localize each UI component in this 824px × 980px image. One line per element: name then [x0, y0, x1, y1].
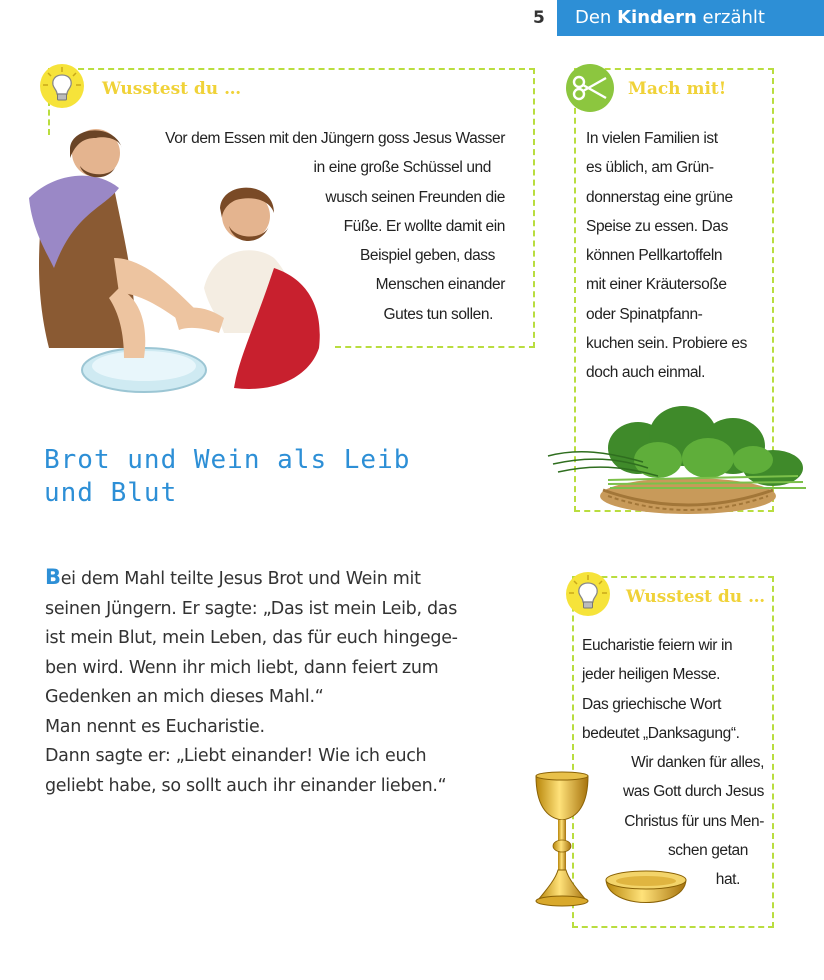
- eucharist-line: Christus für uns Men-: [624, 812, 764, 830]
- join-in-line: donnerstag eine grüne: [586, 188, 733, 206]
- eucharist-line: Wir danken für alles,: [631, 754, 764, 771]
- section-banner: [557, 0, 824, 36]
- eucharist-line: was Gott durch Jesus: [622, 783, 764, 801]
- story-line: Vor dem Essen mit den Jüngern goss Jesus Wasser: [165, 130, 505, 147]
- join-in-line: oder Spinatpfann-: [586, 305, 703, 323]
- join-in-line: Speise zu essen. Das: [586, 217, 728, 235]
- eucharist-line: jeder heiligen Messe.: [582, 666, 721, 684]
- join-in-line: können Pellkartoffeln: [586, 247, 723, 265]
- eucharist-line: bedeutet „Danksagung“.: [582, 724, 740, 742]
- main-line: geliebt habe, so sollt auch ihr einander lieben.“: [45, 775, 447, 796]
- scissors-icon: [566, 64, 614, 112]
- main-line: [45, 563, 525, 595]
- banner-bold: Kindern: [617, 7, 697, 28]
- banner-suffix: erzählt: [702, 7, 765, 28]
- join-in-line: kuchen sein. Probiere es: [586, 335, 747, 353]
- main-line: ist mein Blut, mein Leben, das für euch hingege-: [45, 628, 458, 648]
- main-line: Dann sagte er: „Liebt einander! Wie ich euch: [45, 746, 427, 766]
- did-you-know-heading-bottom: Wusstest du …: [626, 587, 766, 607]
- eucharist-line: schen getan: [667, 841, 748, 859]
- join-in-heading: Mach mit!: [628, 79, 727, 99]
- eucharist-line: Das griechische Wort: [582, 695, 722, 713]
- lightbulb-icon: [566, 572, 610, 616]
- join-in-line: mit einer Kräutersoße: [586, 276, 727, 294]
- join-in-line: In vielen Familien ist: [586, 130, 718, 147]
- section-title-line: Brot und Wein als Leib: [44, 445, 411, 475]
- main-line: Man nennt es Eucharistie.: [45, 716, 265, 737]
- story-line: Füße. Er wollte damit ein: [343, 217, 505, 235]
- foot-washing-story: [140, 124, 505, 329]
- did-you-know-heading-top: Wusstest du …: [102, 79, 242, 99]
- join-in-line: doch auch einmal.: [586, 364, 706, 382]
- chalice-illustration: [526, 770, 706, 940]
- section-title: [44, 444, 410, 510]
- eucharist-text-top: [582, 631, 772, 748]
- join-in-text: [586, 124, 772, 388]
- section-title-line: und Blut: [44, 478, 178, 508]
- herbs-basket-illustration: [548, 398, 818, 518]
- story-line: Beispiel geben, dass: [359, 247, 495, 265]
- main-line: Gedenken an mich dieses Mahl.“: [45, 687, 324, 707]
- story-line: wusch seinen Freunden die: [325, 188, 505, 206]
- eucharist-line: hat.: [715, 871, 740, 889]
- main-line-rest: ei dem Mahl teilte Jesus Brot und Wein mit: [60, 569, 421, 589]
- lightbulb-icon: [40, 64, 84, 108]
- drop-cap: B: [45, 565, 61, 589]
- story-line: Menschen einander: [375, 276, 505, 294]
- story-line: in eine große Schüssel und: [313, 159, 491, 177]
- join-in-line: es üblich, am Grün-: [586, 159, 714, 177]
- main-line: ben wird. Wenn ihr mich liebt, dann feiert zum: [45, 657, 439, 678]
- banner-prefix: Den: [575, 7, 612, 28]
- page-number: 5: [533, 8, 545, 28]
- main-story-text: [45, 563, 525, 801]
- eucharist-line: Eucharistie feiern wir in: [582, 637, 733, 654]
- story-line: Gutes tun sollen.: [383, 305, 493, 323]
- did-you-know-box-top-bottom-edge: [335, 346, 535, 348]
- main-line: seinen Jüngern. Er sagte: „Das ist mein Leib, das: [45, 598, 458, 619]
